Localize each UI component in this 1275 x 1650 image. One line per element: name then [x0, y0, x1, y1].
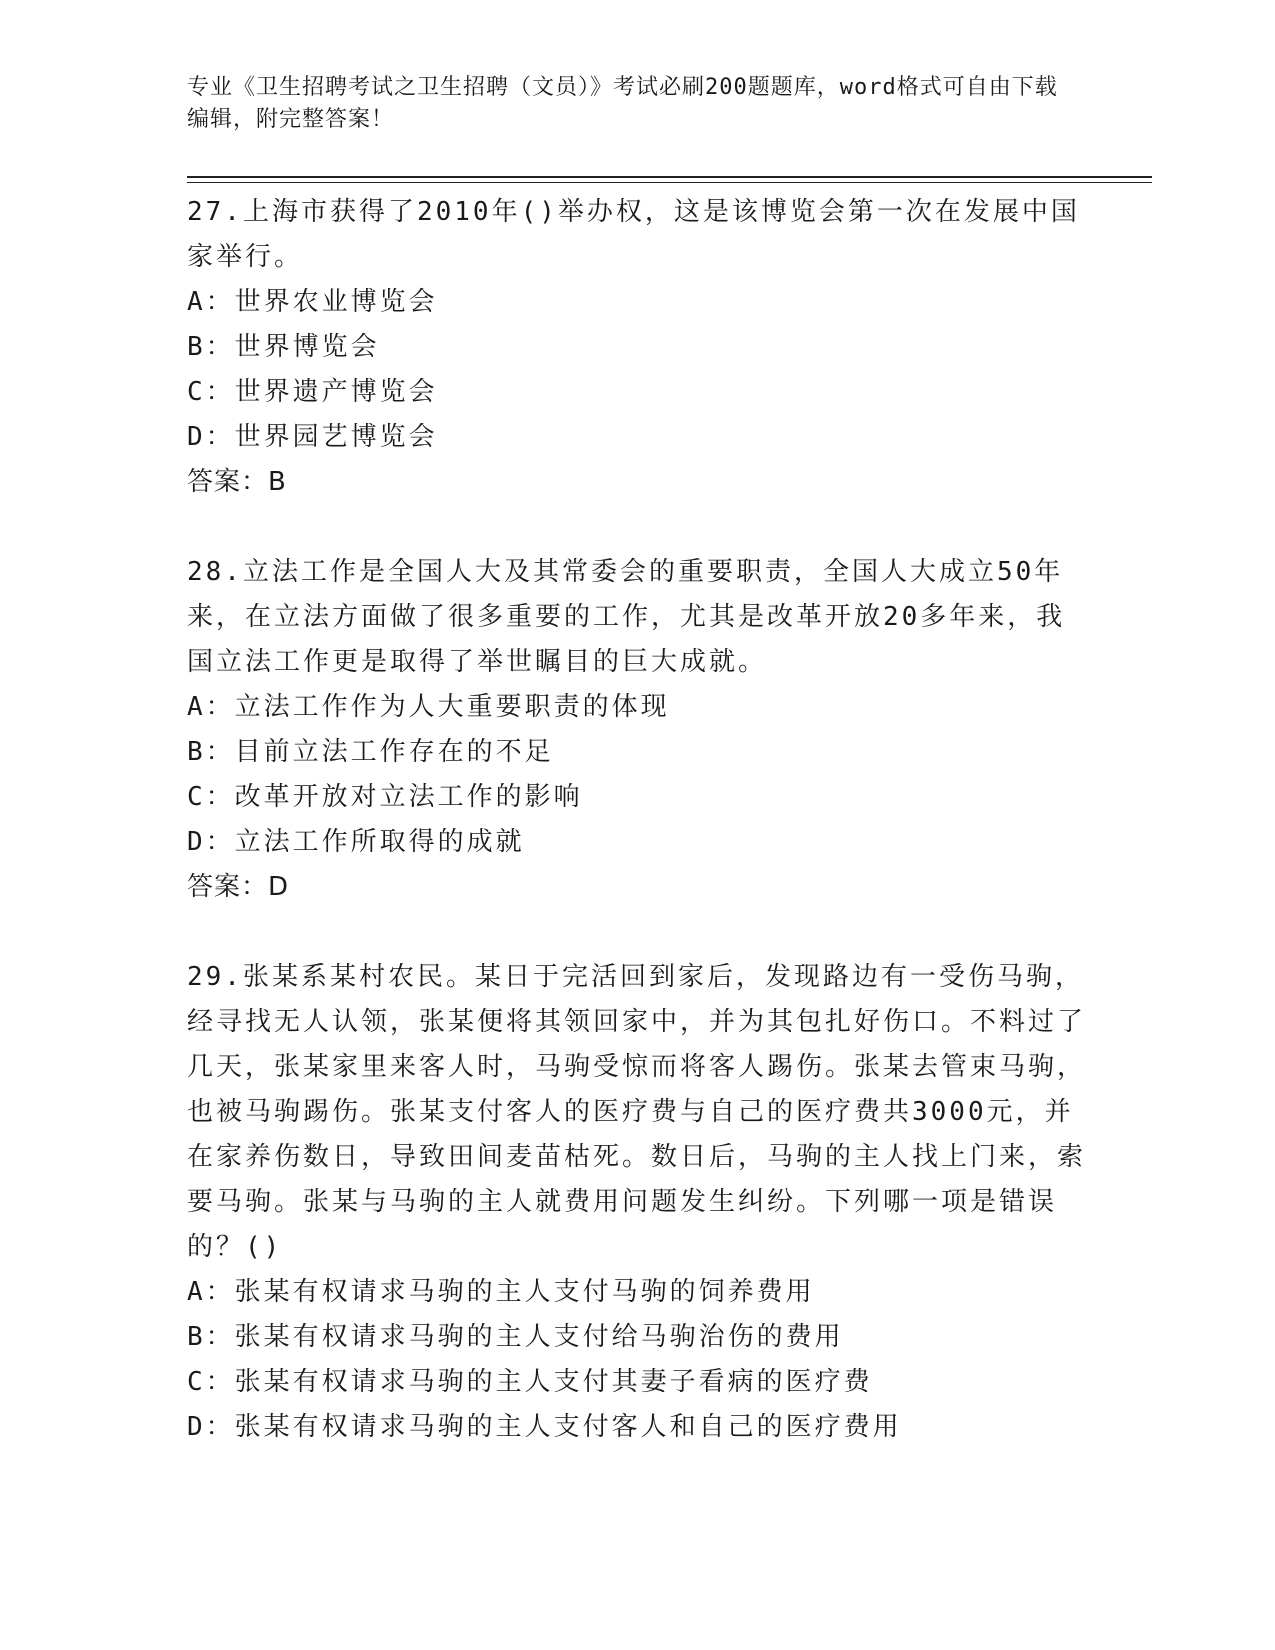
option-c: C：世界遗产博览会	[187, 377, 438, 407]
document-header: 专业《卫生招聘考试之卫生招聘（文员）》考试必刷200题题库，word格式可自由下载编辑，附完整答案！	[187, 75, 1058, 132]
header-divider-thick	[187, 176, 1152, 178]
option-b: B：张某有权请求马驹的主人支付给马驹治伤的费用	[187, 1322, 844, 1352]
option-d: D：张某有权请求马驹的主人支付客人和自己的医疗费用	[187, 1412, 902, 1442]
option-a: A：立法工作作为人大重要职责的体现	[187, 692, 670, 722]
question-spacer	[187, 910, 1087, 955]
question-27	[187, 190, 1087, 505]
answer-line: 答案：D	[187, 872, 290, 902]
option-d: D：世界园艺博览会	[187, 422, 438, 452]
question-29	[187, 955, 1087, 1450]
header-divider-thin	[187, 182, 1152, 183]
option-b: B：目前立法工作存在的不足	[187, 737, 554, 767]
answer-line: 答案：B	[187, 467, 287, 497]
question-spacer	[187, 505, 1087, 550]
question-stem: 29.张某系某村农民。某日于完活回到家后，发现路边有一受伤马驹，经寻找无人认领，张某便将其领回家中，并为其包扎好伤口。不料过了几天，张某家里来客人时，马驹受惊而将客人踢伤。张某去管束马驹，也被马驹踢伤。张某支付客人的医疗费与自己的医疗费共3000元，并在家养伤数日，导致田间麦苗枯死。数日后，马驹的主人找上门来，索要马驹。张某与马驹的主人就费用问题发生纠纷。下列哪一项是错误的？()	[187, 962, 1087, 1262]
option-b: B：世界博览会	[187, 332, 380, 362]
option-a: A：世界农业博览会	[187, 287, 438, 317]
option-c: C：改革开放对立法工作的影响	[187, 782, 583, 812]
option-d: D：立法工作所取得的成就	[187, 827, 525, 857]
question-list	[187, 190, 1087, 1450]
question-stem: 28.立法工作是全国人大及其常委会的重要职责，全国人大成立50年来，在立法方面做了很多重要的工作，尤其是改革开放20多年来，我国立法工作更是取得了举世瞩目的巨大成就。	[187, 557, 1066, 677]
question-stem: 27.上海市获得了2010年()举办权，这是该博览会第一次在发展中国家举行。	[187, 197, 1080, 272]
option-a: A：张某有权请求马驹的主人支付马驹的饲养费用	[187, 1277, 815, 1307]
option-c: C：张某有权请求马驹的主人支付其妻子看病的医疗费	[187, 1367, 873, 1397]
question-28	[187, 550, 1087, 910]
